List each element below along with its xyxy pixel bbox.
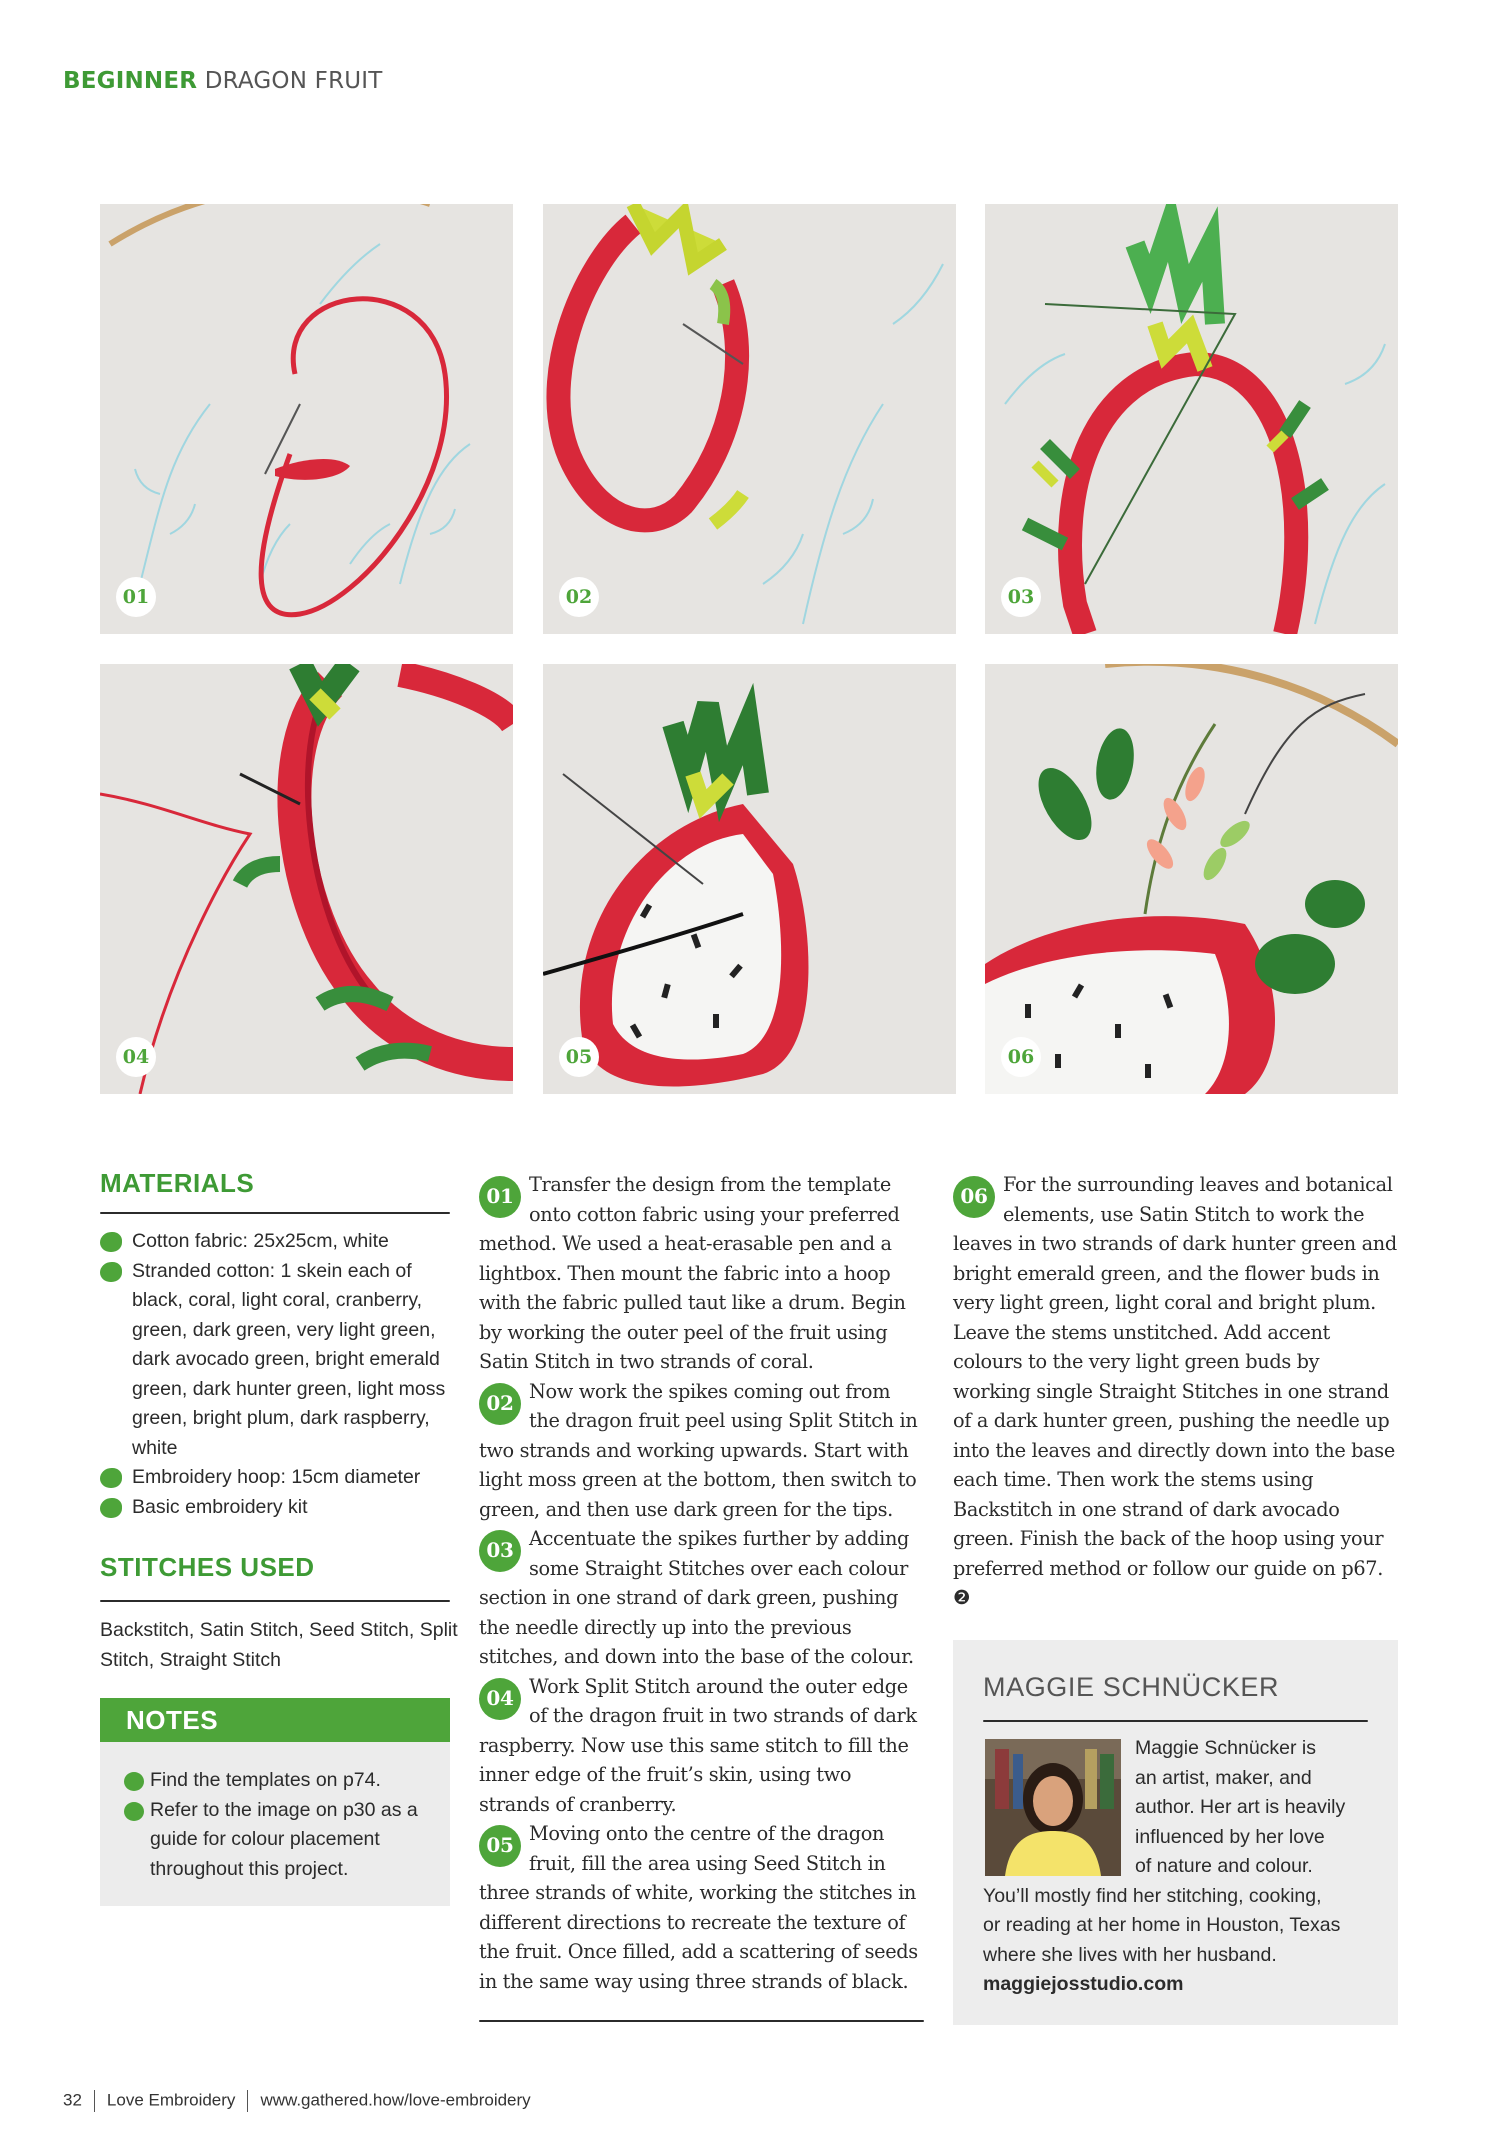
step-photo-3 [985,204,1398,634]
bullet-icon [124,1802,144,1821]
footer-divider [247,2090,248,2112]
step-number-badge: 02 [479,1383,521,1425]
step-number-badge: 03 [479,1530,521,1572]
step-02: 02 Now work the spikes coming out from the dragon fruit peel using Split Stitch in two strands and working upwards. Start with light moss green at the bottom, then switch to green, and then use dark green for the tips. [479,1379,918,1521]
author-name: MAGGIE SCHNÜCKER [983,1672,1280,1702]
step-number-badge: 01 [479,1176,521,1218]
bullet-icon [124,1772,144,1791]
materials-list [100,1227,450,1522]
stitches-title: STITCHES USED [100,1552,315,1582]
materials-rule [100,1212,450,1214]
step-photo-1 [100,204,513,634]
bullet-icon [100,1232,122,1252]
bio-rule [983,1720,1368,1722]
bullet-icon [100,1498,122,1518]
page-number: 32 [63,2090,82,2110]
step-01: 01 Transfer the design from the template onto cotton fabric using your preferred method. We used a heat-erasable pen and a lightbox. Then mount the fabric into a hoop with the fabric pulled taut like a drum. Begin by working the outer peel of the fruit using Satin Stitch in two strands of coral. [479,1173,906,1373]
photo-5-illustration [543,664,956,1094]
stitches-text: Backstitch, Satin Stitch, Seed Stitch, Split Stitch, Straight Stitch [100,1619,458,1671]
bullet-icon [100,1468,122,1488]
list-item: Cotton fabric: 25x25cm, white [100,1227,450,1257]
author-website-link[interactable]: maggiejosstudio.com [983,1973,1184,1995]
step-badge: 02 [559,577,599,617]
author-bio [953,1640,1398,2025]
step-04: 04 Work Split Stitch around the outer edge of the dragon fruit in two strands of dark raspberry. Now use this same stitch to fill the inner edge of the fruit’s skin, using two strands of cranberry. [479,1674,917,1816]
steps-column-1 [479,1170,919,1996]
step-photo-4 [100,664,513,1094]
list-item: Find the templates on p74. [124,1766,434,1796]
photo-3-illustration [985,204,1398,634]
step-photo-6 [985,664,1398,1094]
step-number-badge: 05 [479,1825,521,1867]
magazine-name: Love Embroidery [106,2090,236,2110]
step-badge: 01 [116,577,156,617]
steps-column-2 [953,1170,1398,1613]
author-description: Maggie Schnücker is an artist, maker, and author. Her art is heavily influenced by her love of nature and colour. You’ll mostly find her stitching, cooking, or reading at her home in Houston, Texas where she lives with her husband. maggiejosstudio.com [983,1734,1383,2000]
stitches-rule [100,1600,450,1602]
step-05: 05 Moving onto the centre of the dragon fruit, fill the area using Seed Stitch in three strands of white, working the stitches in different directions to recreate the texture of the fruit. Once filled, add a scattering of seeds in the same way using three strands of black. [479,1822,918,1993]
photo-1-illustration [100,204,513,634]
page-header [63,68,383,94]
materials-title: MATERIALS [100,1168,255,1198]
photo-6-illustration [985,664,1398,1094]
steps-end-rule [479,2020,924,2022]
notes-body [124,1766,434,1884]
list-item: Refer to the image on p30 as a guide for colour placement throughout this project. [124,1796,434,1885]
notes-title: NOTES [100,1698,450,1742]
step-number-badge: 06 [953,1176,995,1218]
step-06: 06 For the surrounding leaves and botanical elements, use Satin Stitch to work the leaves in two strands of dark hunter green and bright emerald green, and the flower buds in very light green, light coral and bright plum. Leave the stems unstitched. Add accent colours to the very light green buds by working single Straight Stitches in one strand of a dark hunter green, pushing the needle up into the leaves and directly down into the base each time. Then work the stems using Backstitch in one strand of dark avocado green. Finish the back of the hoop using your preferred method or follow our guide on p67. ❷ [953,1173,1397,1609]
step-badge: 04 [116,1037,156,1077]
footer-url[interactable]: www.gathered.how/love-embroidery [260,2090,531,2110]
step-photo-2 [543,204,956,634]
step-badge: 03 [1001,577,1041,617]
photo-4-illustration [100,664,513,1094]
list-item: Stranded cotton: 1 skein each of black, coral, light coral, cranberry, green, dark green, very light green, dark avocado green, bright emerald green, dark hunter green, light moss green, bright plum, dark raspberry, white [100,1257,450,1464]
footer-divider [94,2090,95,2112]
list-item: Basic embroidery kit [100,1493,450,1523]
page-footer [63,2090,531,2112]
step-badge: 06 [1001,1037,1041,1077]
step-badge: 05 [559,1037,599,1077]
list-item: Embroidery hoop: 15cm diameter [100,1463,450,1493]
notes-box [100,1698,450,1906]
photo-2-illustration [543,204,956,634]
project-title: DRAGON FRUIT [204,68,383,94]
step-photo-5 [543,664,956,1094]
step-number-badge: 04 [479,1678,521,1720]
step-03: 03 Accentuate the spikes further by adding some Straight Stitches over each colour section in one strand of dark green, pushing the needle directly up into the previous stitches, and down into the base of the colour. [479,1527,914,1668]
level-label: BEGINNER [63,68,198,94]
bullet-icon [100,1262,122,1282]
